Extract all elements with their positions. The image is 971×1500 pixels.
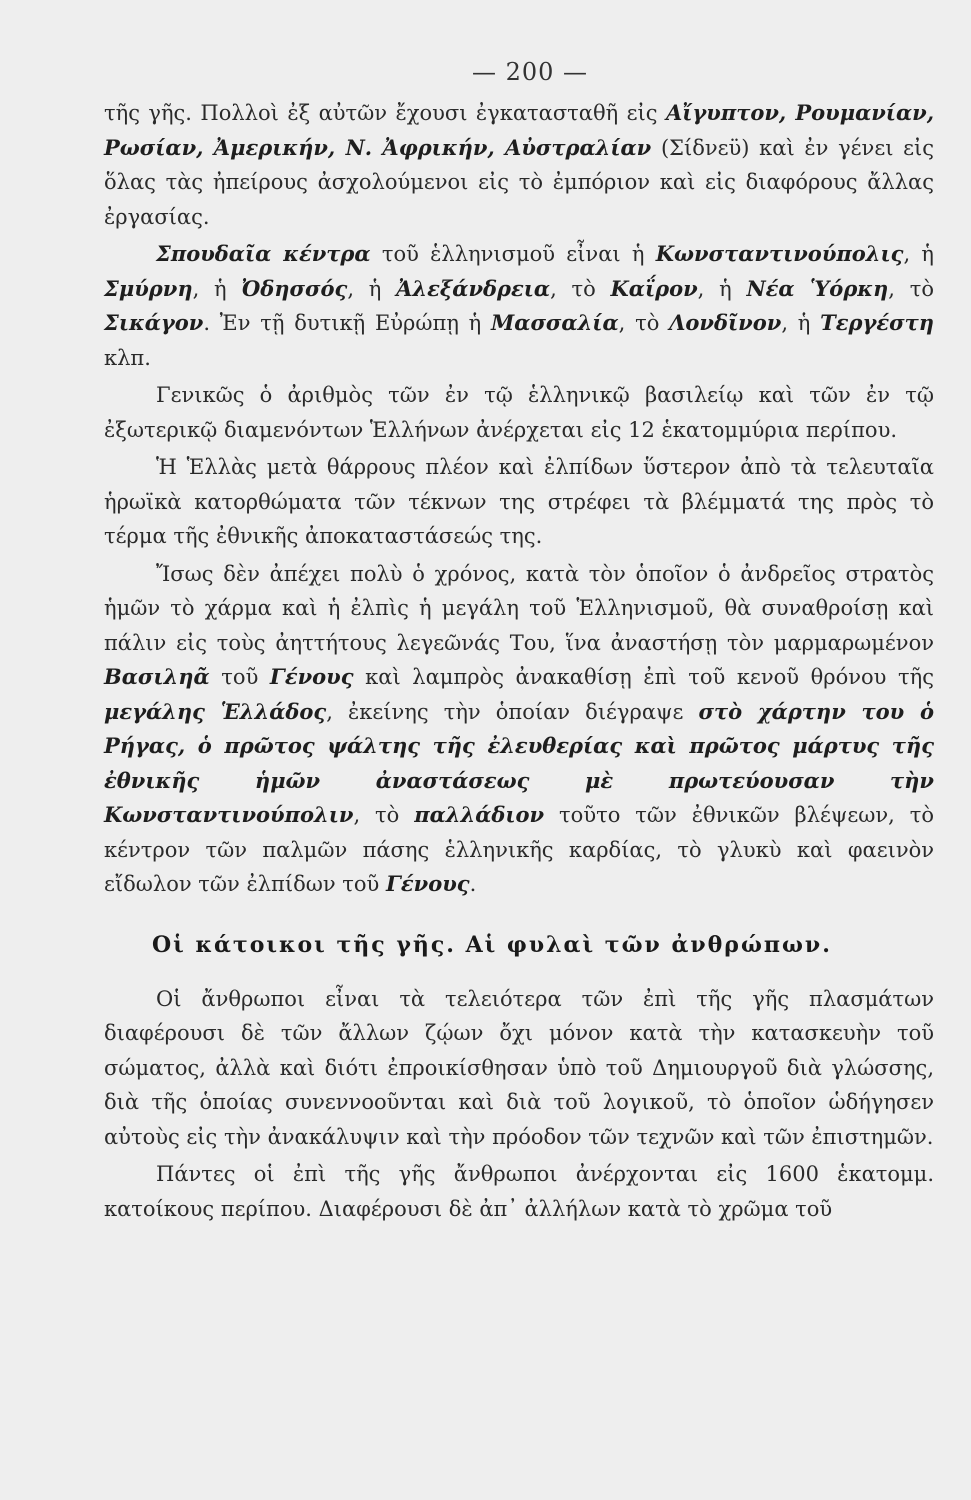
text-run: , ἡ bbox=[903, 242, 934, 266]
section-heading: Οἱ κάτοικοι τῆς γῆς. Αἱ φυλαὶ τῶν ἀνθρώπων. bbox=[152, 931, 832, 958]
text-run: , τὸ bbox=[550, 276, 611, 301]
paragraph-greeks-abroad bbox=[104, 96, 934, 234]
emphasis-city: Κωνσταντινούπολις bbox=[655, 241, 904, 266]
emphasis-lead: Σπουδαῖα κέντρα bbox=[156, 241, 371, 266]
text-run: Οἱ ἄνθρωποι εἶναι τὰ τελειότερα τῶν ἐπὶ τῆς γῆς πλασμάτων διαφέρουσι δὲ τῶν ἄλλων ζῴων ὄχι μόνον κατὰ τὴν κατασκευὴν τοῦ σώματος, ἀλλὰ καὶ διότι ἐπροικίσθησαν ὑπὸ τοῦ Δημιουργοῦ διὰ γλώσσης, διὰ τῆς ὁποίας συνεννοοῦνται καὶ διὰ τοῦ λογικοῦ, τὸ ὁποῖον ὡδήγησεν αὐτοὺς εἰς τὴν ἀνακάλυψιν καὶ τὴν πρόοδον τῶν τεχνῶν καὶ τῶν ἐπιστημῶν. bbox=[104, 986, 934, 1149]
text-run: Ἴσως δὲν ἀπέχει πολὺ ὁ χρόνος, κατὰ τὸν ὁποῖον ὁ ἀνδρεῖος στρατὸς ἡμῶν τὸ χάρμα καὶ ἡ ἐλπὶς ἡ μεγάλη τοῦ Ἑλληνισμοῦ, θὰ συναθροίσῃ καὶ πάλιν εἰς τοὺς ἀηττήτους λεγεῶνάς Του, ἵνα ἀναστήσῃ τὸν μαρμαρωμένον bbox=[104, 561, 934, 655]
emphasis-phrase: Γένους bbox=[385, 871, 470, 896]
text-run: τοῦ bbox=[209, 665, 270, 689]
emphasis-phrase: μεγάλης Ἑλλάδος bbox=[104, 698, 327, 724]
text-run: , τὸ bbox=[618, 311, 670, 335]
paragraph-hellenism-centres bbox=[104, 237, 934, 375]
paragraph-human-count bbox=[104, 1157, 934, 1226]
text-run: (Σίδνεϋ) καὶ ἐν γένει εἰς ὅλας τὰς ἠπείρους ἀσχολούμενοι εἰς τὸ ἐμπόριον καὶ εἰς διαφόρους ἄλλας ἐργασίας. bbox=[104, 135, 934, 229]
emphasis-countries: Αἴγυπτον, Ρουμανίαν, Ρωσίαν, Ἀμερικήν, Ν. Ἀφρικήν, Αὐστραλίαν bbox=[104, 100, 935, 160]
emphasis-city: Τεργέστη bbox=[820, 310, 935, 335]
emphasis-phrase: Βασιληᾶ bbox=[104, 664, 210, 689]
text-run: τοῦτο τῶν ἐθνικῶν βλέψεων, τὸ κέντρον τῶν παλμῶν πάσης ἑλληνικῆς καρδίας, τὸ γλυκὺ καὶ φαεινὸν εἴδωλον τῶν ἐλπίδων τοῦ bbox=[104, 803, 934, 896]
emphasis-phrase: Γένους bbox=[269, 664, 354, 689]
emphasis-city: Ὀδησσός bbox=[241, 275, 348, 301]
text-run: , τὸ bbox=[888, 276, 934, 301]
emphasis-phrase: παλλάδιον bbox=[414, 802, 545, 827]
emphasis-city: Σμύρνη bbox=[104, 275, 193, 301]
text-run: τῆς γῆς. Πολλοὶ ἐξ αὐτῶν ἔχουσι ἐγκατασταθῆ εἰς bbox=[104, 101, 666, 125]
text-run: Πάντες οἱ ἐπὶ τῆς γῆς ἄνθρωποι ἀνέρχονται εἰς 1600 ἑκατομμ. κατοίκους περίπου. Διαφέρουσι δὲ ἀπ᾿ ἀλλήλων κατὰ τὸ χρῶμα τοῦ bbox=[104, 1162, 934, 1221]
emphasis-city: Καΐρον bbox=[610, 275, 698, 301]
text-run: . bbox=[469, 872, 477, 896]
text-run: Γενικῶς ὁ ἀριθμὸς τῶν ἐν τῷ ἑλληνικῷ βασιλείῳ καὶ τῶν ἐν τῷ ἐξωτερικῷ διαμενόντων Ἑλλήνων ἀνέρχεται εἰς 12 ἑκατομμύρια περίπου. bbox=[104, 383, 934, 442]
paragraph-humans bbox=[104, 982, 934, 1155]
emphasis-city: Λονδῖνον bbox=[669, 310, 782, 335]
emphasis-city: Μασσαλία bbox=[491, 310, 619, 335]
paragraph-national-restoration bbox=[104, 557, 934, 902]
emphasis-phrase: στὸ χάρτην του ὁ Ρήγας, ὁ πρῶτος ψάλτης τῆς ἐλευθερίας καὶ πρῶτος μάρτυς τῆς ἐθνικῆς ἡμῶν ἀναστάσεως μὲ πρωτεύουσαν τὴν Κωνσταντινούπολιν bbox=[104, 698, 934, 827]
emphasis-city: Νέα Ὑόρκη bbox=[746, 275, 889, 301]
text-run: καὶ λαμπρὸς ἀνακαθίσῃ ἐπὶ τοῦ κενοῦ θρόνου τῆς bbox=[353, 665, 934, 689]
paragraph-population-total bbox=[104, 378, 934, 447]
text-run: , ἡ bbox=[347, 276, 397, 301]
emphasis-city: Σικάγον bbox=[104, 310, 204, 335]
page-number: — 200 — bbox=[471, 58, 589, 86]
text-run: κλπ. bbox=[104, 345, 151, 370]
text-run: , ἡ bbox=[192, 276, 242, 301]
emphasis-city: Ἀλεξάνδρεια bbox=[396, 275, 551, 301]
text-run: τοῦ ἑλληνισμοῦ εἶναι ἡ bbox=[370, 242, 656, 266]
text-run: , τὸ bbox=[353, 803, 415, 827]
text-run: , ἡ bbox=[697, 276, 747, 301]
text-run: , ἡ bbox=[781, 311, 821, 335]
paragraph-greece-hope bbox=[104, 450, 934, 554]
text-run: . Ἐν τῇ δυτικῇ Εὐρώπῃ ἡ bbox=[203, 311, 492, 335]
page-body bbox=[104, 96, 934, 1226]
text-run: Ἡ Ἑλλὰς μετὰ θάρρους πλέον καὶ ἐλπίδων ὕστερον ἀπὸ τὰ τελευταῖα ἡρωϊκὰ κατορθώματα τῶν τέκνων της στρέφει τὰ βλέμματά της πρὸς τὸ τέρμα τῆς ἐθνικῆς ἀποκαταστάσεώς της. bbox=[104, 455, 934, 548]
text-run: , ἐκείνης τὴν ὁποίαν διέγραψε bbox=[326, 699, 699, 724]
